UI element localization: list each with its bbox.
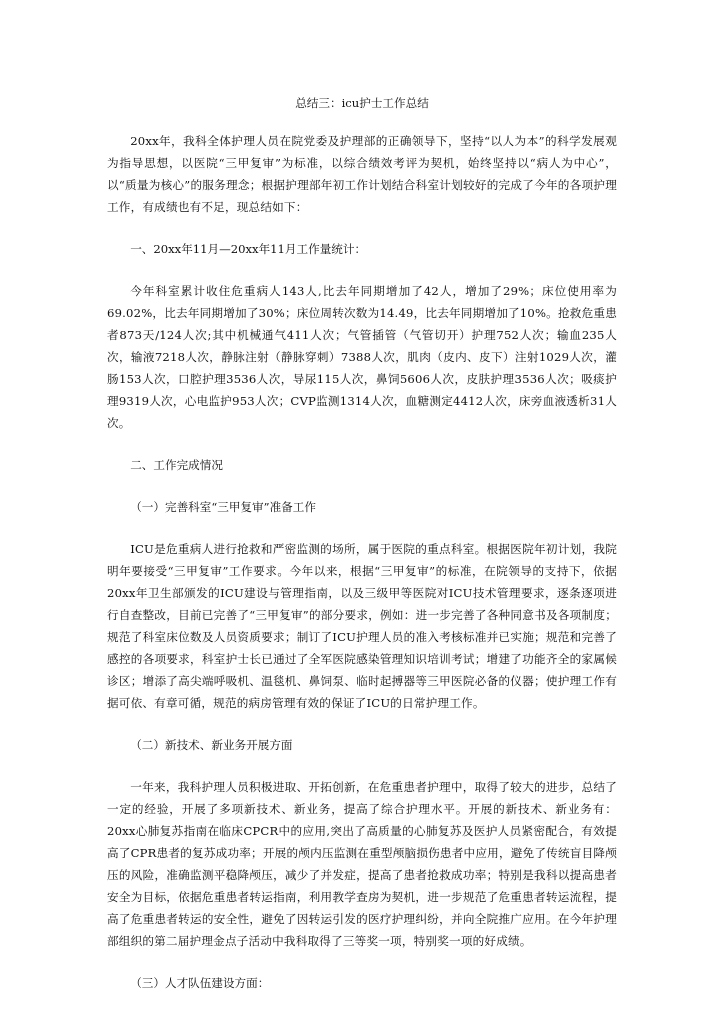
subsection1-paragraph: ICU是危重病人进行抢救和严密监测的场所，属于医院的重点科室。根据医院年初计划，我院明年要接受“三甲复审”工作要求。今年以来，根据“三甲复审”的标准，在院领导的支持下，依据20xx年卫生部颁发的ICU建设与管理指南，以及三级甲等医院对ICU技术管理要求，逐条逐项进行自查整改，目前已完善了“三甲复审”的部分要求，例如：进一步完善了各种同意书及各项制度；规范了科室床位数及人员资质要求；制订了ICU护理人员的准入考核标准并已实施；规范和完善了感控的各项要求，科室护士长已通过了全军医院感染管理知识培训考试；增建了功能齐全的家属候诊区；增添了高尖端呼吸机、温毯机、鼻饲泵、临时起搏器等三甲医院必备的仪器；使护理工作有据可依、有章可循，规范的病房管理有效的保证了ICU的日常护理工作。 [107,542,617,710]
section1-paragraph: 今年科室累计收住危重病人143人,比去年同期增加了42人，增加了29%；床位使用率为69.02%，比去年同期增加了30%；床位周转次数为14.49，比去年同期增加了10%。抢救危重患者873天/124人次;其中机械通气411人次；气管插管（气管切开）护理752人次；输血235人次，输液7218人次，静脉注射（静脉穿刺）7388人次，肌肉（皮内、皮下）注射1029人次，灌肠153人次，口腔护理3536人次，导尿115人次，鼻饲5606人次，皮肤护理3536人次；吸痰护理9319人次，心电监护953人次；CVP监测1314人次，血糖测定4412人次，床旁血液透析31人次。 [107,284,617,430]
subsection2-heading: （二）新技术、新业务开展方面 [130,738,293,752]
subsection2-paragraph: 一年来，我科护理人员积极进取、开拓创新，在危重患者护理中，取得了较大的进步，总结了一定的经验，开展了多项新技术、新业务，提高了综合护理水平。开展的新技术、新业务有：20xx心肺复苏指南在临床CPCR中的应用,突出了高质量的心肺复苏及医护人员紧密配合，有效提高了CPR患者的复苏成功率；开展的颅内压监测在重型颅脑损伤患者中应用，避免了传统盲目降颅压的风险，准确监测平稳降颅压，减少了并发症，提高了患者抢救成功率；特别是我科以提高患者安全为目标，依据危重患者转运指南，利用教学查房为契机，进一步规范了危重患者转运流程，提高了危重患者转运的安全性，避免了因转运引发的医疗护理纠纷，并向全院推广应用。在今年护理部组织的第二届护理金点子活动中我科取得了三等奖一项，特别奖一项的好成绩。 [107,780,617,948]
subsection1-heading: （一）完善科室“三甲复审”准备工作 [130,500,316,514]
document-title: 总结三：icu护士工作总结 [295,96,429,110]
intro-paragraph: 20xx年，我科全体护理人员在院党委及护理部的正确领导下，坚持“以人为本”的科学发展观为指导思想，以医院“三甲复审”为标准，以综合绩效考评为契机，始终坚持以“病人为中心”，以“质量为核心”的服务理念；根据护理部年初工作计划结合科室计划较好的完成了今年的各项护理工作，有成绩也有不足，现总结如下： [107,134,617,214]
document-body [107,92,617,1014]
section2-heading: 二、工作完成情况 [130,458,223,472]
subsection3-heading: （三）人才队伍建设方面： [130,976,270,990]
section1-heading: 一、20xx年11月—20xx年11月工作量统计： [130,242,367,256]
